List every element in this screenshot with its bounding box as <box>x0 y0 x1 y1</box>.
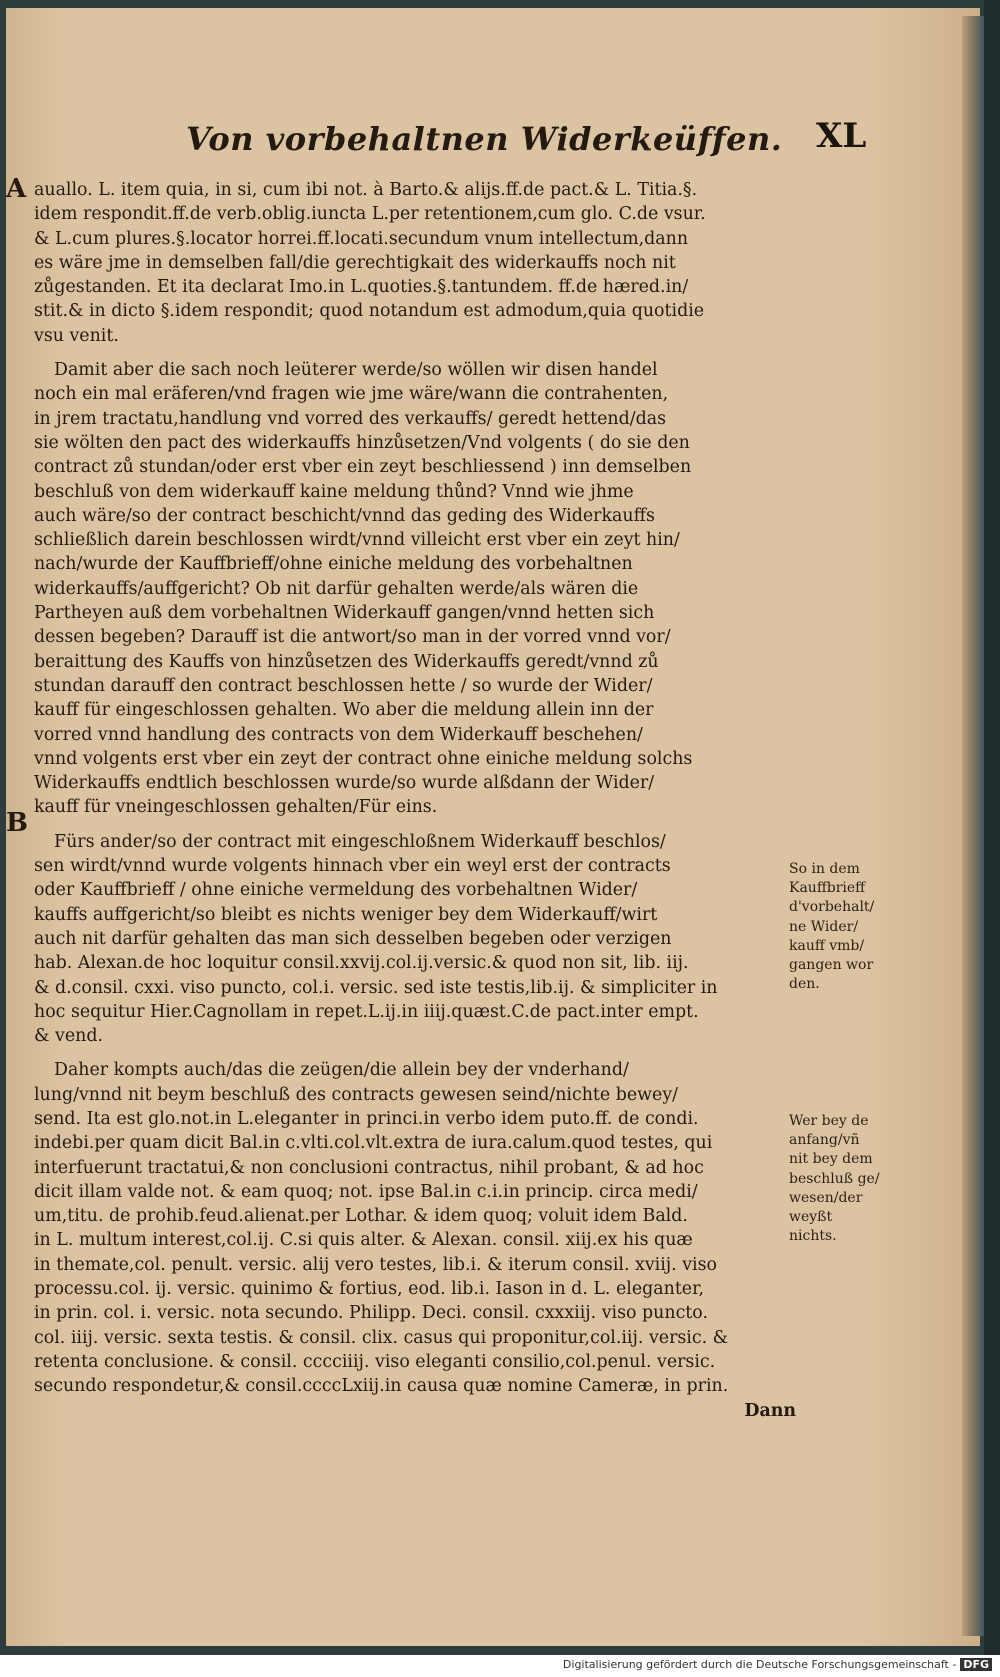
text-line: idem respondit.ff.de verb.oblig.iuncta L.per retentionem,cum glo. C.de vsur. <box>34 204 706 225</box>
text-line: col. iiij. versic. sexta testis. & consil. clix. casus qui proponitur,col.iij. versic. & <box>34 1327 729 1348</box>
text-line: lung/vnnd nit beym beschluß des contracts gewesen seind/nichte bewey/ <box>34 1084 679 1105</box>
text-line: hoc sequitur Hier.Cagnollam in repet.L.ij.in iiij.quæst.C.de pact.inter empt. <box>34 1001 699 1022</box>
text-line: & d.consil. cxxi. viso puncto, col.i. versic. sed iste testis,lib.ij. & simpliciter in <box>34 977 718 998</box>
text-line: vnnd volgents erst vber ein zeyt der contract ohne einiche meldung solchs <box>34 748 693 769</box>
marginal-note-2 <box>789 1112 879 1246</box>
catchword: Dann <box>744 1400 796 1421</box>
marginal-initial-b: B <box>6 808 28 838</box>
book-page <box>6 8 980 1646</box>
text-line: in L. multum interest,col.ij. C.si quis alter. & Alexan. consil. xiij.ex his quæ <box>34 1230 693 1251</box>
running-header: Von vorbehaltnen Widerkeüffen. <box>186 120 783 158</box>
marginal-line: ne Wider/ <box>789 918 859 935</box>
marginal-note-1 <box>789 860 879 994</box>
text-line: oder Kauffbrieff / ohne einiche vermeldung des vorbehaltnen Wider/ <box>34 880 638 901</box>
folio-number: XL <box>816 116 867 156</box>
marginal-line: nit bey dem <box>789 1151 873 1168</box>
text-line: sen wirdt/vnnd wurde volgents hinnach vber ein weyl erst der contracts <box>34 856 671 877</box>
marginal-line: weyßt <box>789 1209 833 1226</box>
text-line: retenta conclusione. & consil. cccciiij. viso eleganti consilio,col.penul. versic. <box>34 1351 716 1372</box>
text-line: zůgestanden. Et ita declarat Imo.in L.quoties.§.tantundem. ff.de hæred.in/ <box>34 277 689 298</box>
text-line: interfuerunt tractatui,& non conclusioni contractus, nihil probant, & ad hoc <box>34 1157 704 1178</box>
text-line: es wäre jme in demselben fall/die gerechtigkait des widerkauffs noch nit <box>34 252 676 273</box>
marginal-line: d'vorbehalt/ <box>789 899 875 916</box>
text-line: Widerkauffs endtlich beschlossen wurde/so wurde alßdann der Wider/ <box>34 773 655 794</box>
text-line: in jrem tractatu,handlung vnd vorred des verkauffs/ geredt hettend/das <box>34 408 667 429</box>
text-line: widerkauffs/auffgericht? Ob nit darfür gehalten werde/als wären die <box>34 578 639 599</box>
text-line: indebi.per quam dicit Bal.in c.vlti.col.vlt.extra de iura.calum.quod testes, qui <box>34 1133 713 1154</box>
text-line: schließlich darein beschlossen wirdt/vnnd villeicht erst vber ein zeyt hin/ <box>34 530 680 551</box>
text-line: um,titu. de prohib.feud.alienat.per Lothar. & idem quoq; voluit idem Bald. <box>34 1206 688 1227</box>
text-line: Partheyen auß dem vorbehaltnen Widerkauff gangen/vnnd hetten sich <box>34 603 655 624</box>
text-line: sie wölten den pact des widerkauffs hinzůsetzen/Vnd volgents ( do sie den <box>34 432 690 453</box>
main-text-block <box>34 178 796 1433</box>
book-spine <box>984 0 1000 1655</box>
text-line: hab. Alexan.de hoc loquitur consil.xxvij.col.ij.versic.& quod non sit, lib. iij. <box>34 953 689 974</box>
marginal-line: Wer bey de <box>789 1113 869 1129</box>
text-line: in prin. col. i. versic. nota secundo. Philipp. Deci. consil. cxxxiij. viso puncto. <box>34 1303 708 1324</box>
marginal-line: nichts. <box>789 1228 837 1245</box>
text-line: stundan darauff den contract beschlossen hette / so wurde der Wider/ <box>34 675 653 696</box>
marginal-line: beschluß ge/ <box>789 1170 880 1187</box>
marginal-line: Kauffbrieff <box>789 880 866 897</box>
text-line: & L.cum plures.§.locator horrei.ff.locati.secundum vnum intellectum,dann <box>34 228 689 249</box>
text-line: Fürs ander/so der contract mit eingeschloßnem Widerkauff beschlos/ <box>54 831 666 852</box>
paragraph-3 <box>34 830 796 1049</box>
text-line: dicit illam valde not. & eam quoq; not. ipse Bal.in c.i.in princip. circa medi/ <box>34 1181 698 1202</box>
text-line: processu.col. ij. versic. quinimo & fortius, eod. lib.i. Iason in d. L. eleganter, <box>34 1279 705 1300</box>
text-line: & vend. <box>34 1026 103 1047</box>
paragraph-1 <box>34 178 796 348</box>
page-edge <box>962 16 984 1636</box>
footer-credit-text: Digitalisierung gefördert durch die Deutsche Forschungsgemeinschaft - <box>562 1658 957 1671</box>
text-line: nach/wurde der Kauffbrieff/ohne einiche meldung des vorbehaltnen <box>34 554 633 575</box>
text-line: vsu venit. <box>34 325 119 346</box>
text-line: vorred vnnd handlung des contracts von dem Widerkauff beschehen/ <box>34 724 643 745</box>
text-line: secundo respondetur,& consil.ccccLxiij.in causa quæ nomine Cameræ, in prin. <box>34 1376 729 1397</box>
text-line: Daher kompts auch/das die zeügen/die allein bey der vnderhand/ <box>54 1060 629 1081</box>
text-line: send. Ita est glo.not.in L.eleganter in princi.in verbo idem puto.ff. de condi. <box>34 1108 699 1129</box>
marginal-initial-a: A <box>6 174 27 204</box>
text-line: noch ein mal eräferen/vnd fragen wie jme wäre/wann die contrahenten, <box>34 384 669 405</box>
paragraph-4 <box>34 1058 796 1422</box>
text-line: Damit aber die sach noch leüterer werde/so wöllen wir disen handel <box>54 360 658 381</box>
text-line: contract zů stundan/oder erst vber ein zeyt beschliessend ) inn demselben <box>34 457 692 478</box>
marginal-line: kauff vmb/ <box>789 937 865 954</box>
text-line: auch nit darfür gehalten das man sich desselben begeben oder verzigen <box>34 928 672 949</box>
marginal-line: gangen wor <box>789 957 874 974</box>
text-line: beraittung des Kauffs von hinzůsetzen des Widerkauffs geredt/vnnd zů <box>34 651 659 672</box>
text-line: auch wäre/so der contract beschicht/vnnd das geding des Widerkauffs <box>34 505 655 526</box>
text-line: beschluß von dem widerkauff kaine meldung thůnd? Vnnd wie jhme <box>34 481 634 502</box>
text-line: stit.& in dicto §.idem respondit; quod notandum est admodum,quia quotidie <box>34 301 705 322</box>
marginal-line: den. <box>789 976 820 993</box>
paragraph-2 <box>34 358 796 820</box>
text-line: dessen begeben? Darauff ist die antwort/so man in der vorred vnnd vor/ <box>34 627 671 648</box>
text-line: auallo. L. item quia, in si, cum ibi not. à Barto.& alijs.ff.de pact.& L. Titia.§. <box>34 180 698 200</box>
marginal-line: So in dem <box>789 861 860 877</box>
text-line: kauff für eingeschlossen gehalten. Wo aber die meldung allein inn der <box>34 700 654 721</box>
marginal-line: anfang/vñ <box>789 1132 860 1149</box>
text-line: kauffs auffgericht/so bleibt es nichts weniger bey dem Widerkauff/wirt <box>34 904 658 925</box>
dfg-logo: DFG <box>960 1658 992 1671</box>
text-line: kauff für vneingeschlossen gehalten/Für eins. <box>34 797 438 818</box>
footer-credit <box>563 1658 992 1676</box>
text-line: in themate,col. penult. versic. alij vero testes, lib.i. & iterum consil. xviij. viso <box>34 1254 717 1275</box>
marginal-line: wesen/der <box>789 1189 863 1206</box>
